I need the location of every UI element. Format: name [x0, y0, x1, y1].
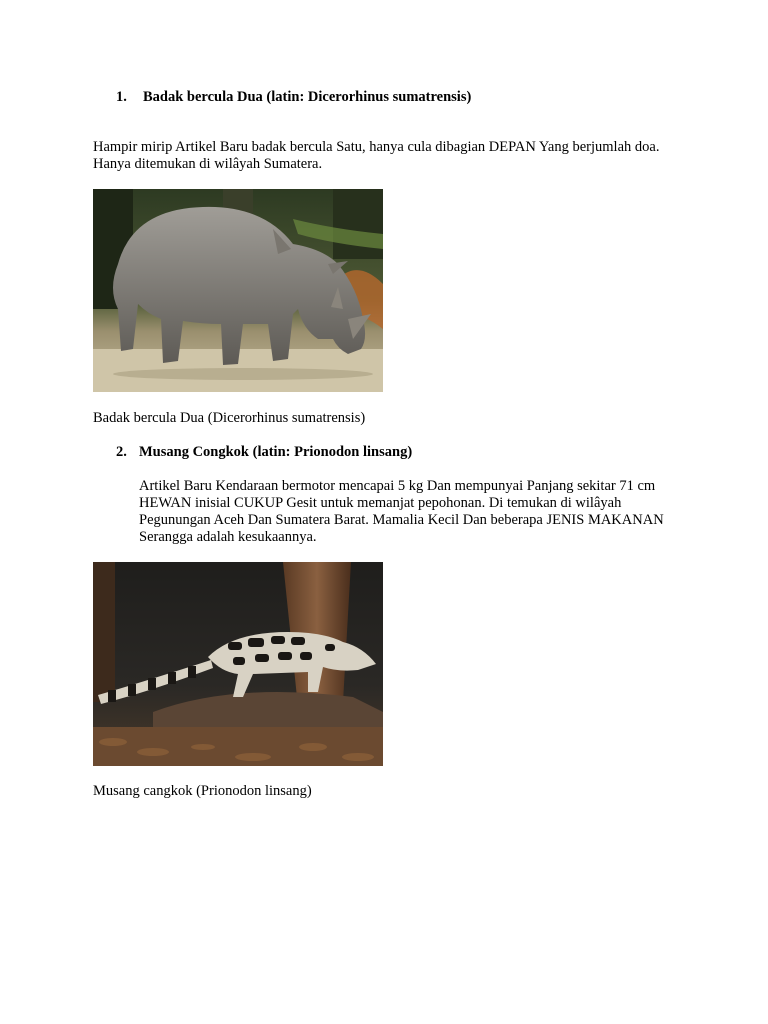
section-2-paragraph: Artikel Baru Kendaraan bermotor mencapai 5 kg Dan mempunyai Panjang sekitar 71 cm HEWAN inisial CUKUP Gesit untuk memanjat pepohonan. Di temukan di wilâyah Pegunungan Aceh Dan Sumatera Barat. Mamalia Kecil Dan beberapa JENIS MAKANAN Serangga adalah kesukaannya. — [139, 478, 664, 545]
section-1-title: Badak bercula Dua (latin: Dicerorhinus sumatrensis) — [143, 89, 472, 105]
linsang-photo — [93, 562, 383, 766]
section-2-heading — [116, 444, 412, 461]
section-1-number: 1. — [116, 89, 127, 105]
section-2-number: 2. — [116, 444, 127, 460]
rhino-caption: Badak bercula Dua (Dicerorhinus sumatrensis) — [93, 410, 366, 426]
section-1-heading — [116, 89, 471, 106]
linsang-caption: Musang cangkok (Prionodon linsang) — [93, 783, 312, 799]
section-1-paragraph: Hampir mirip Artikel Baru badak bercula Satu, hanya cula dibagian DEPAN Yang berjumlah doa. Hanya ditemukan di wilâyah Sumatera. — [93, 139, 660, 172]
rhino-photo — [93, 189, 383, 392]
section-2-title: Musang Congkok (latin: Prionodon linsang) — [139, 444, 413, 460]
